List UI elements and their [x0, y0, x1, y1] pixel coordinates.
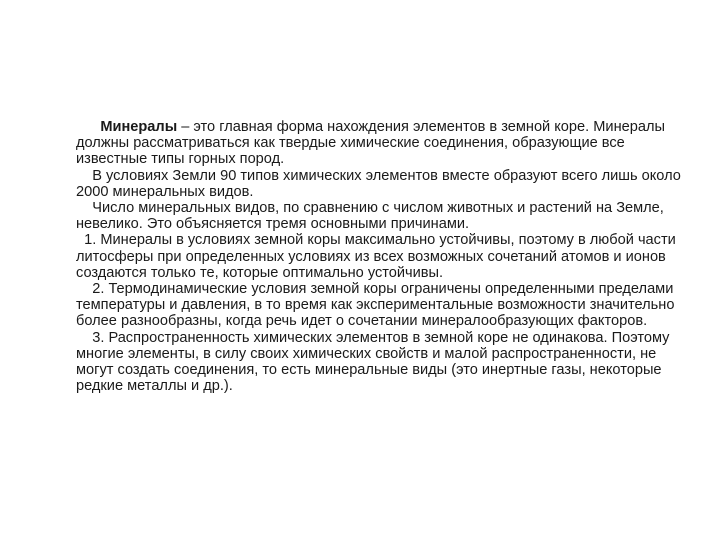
- paragraph-indent: [76, 200, 92, 216]
- paragraph-indent: [76, 119, 100, 135]
- paragraph-text: Число минеральных видов, по сравнению с числом животных и растений на Земле, невелико. Это объясняется тремя основными причинами.: [76, 200, 664, 233]
- paragraph-text: 3. Распространенность химических элементов в земной коре не одинакова. Поэтому многие элементы, в силу своих химических свойств и малой распространенности, не могут создать соединения, то есть минеральные виды (это инертные газы, некоторые редкие металлы и др.).: [76, 329, 670, 395]
- paragraph-text: В условиях Земли 90 типов химических элементов вместе образуют всего лишь около 2000 минеральных видов.: [76, 167, 681, 200]
- term-minerals: Минералы: [100, 119, 178, 135]
- paragraph-minerals-definition: [76, 119, 686, 168]
- paragraph-mineral-species: [76, 200, 686, 232]
- text-body: [76, 119, 686, 394]
- paragraph-element-count: [76, 168, 686, 200]
- paragraph-text: – это главная форма нахождения элементов в земной коре. Минералы должны рассматриваться как твердые химические соединения, образующие все известные типы горных пород.: [76, 119, 665, 168]
- paragraph-indent: [76, 168, 92, 184]
- paragraph-indent: [76, 232, 84, 248]
- paragraph-indent: [76, 281, 92, 297]
- paragraph-reason-1: [76, 232, 686, 281]
- paragraph-text: 1. Минералы в условиях земной коры максимально устойчивы, поэтому в любой части литосферы при определенных условиях из всех возможных сочетаний атомов и ионов создаются только те, которые оптимально устойчивы.: [76, 232, 676, 281]
- paragraph-reason-3: [76, 330, 686, 395]
- paragraph-reason-2: [76, 281, 686, 330]
- paragraph-indent: [76, 330, 92, 346]
- paragraph-text: 2. Термодинамические условия земной коры ограничены определенными пределами температуры и давления, в то время как экспериментальные возможности значительно более разнообразны, когда речь идет о сочетании минералообразующих факторов.: [76, 281, 675, 330]
